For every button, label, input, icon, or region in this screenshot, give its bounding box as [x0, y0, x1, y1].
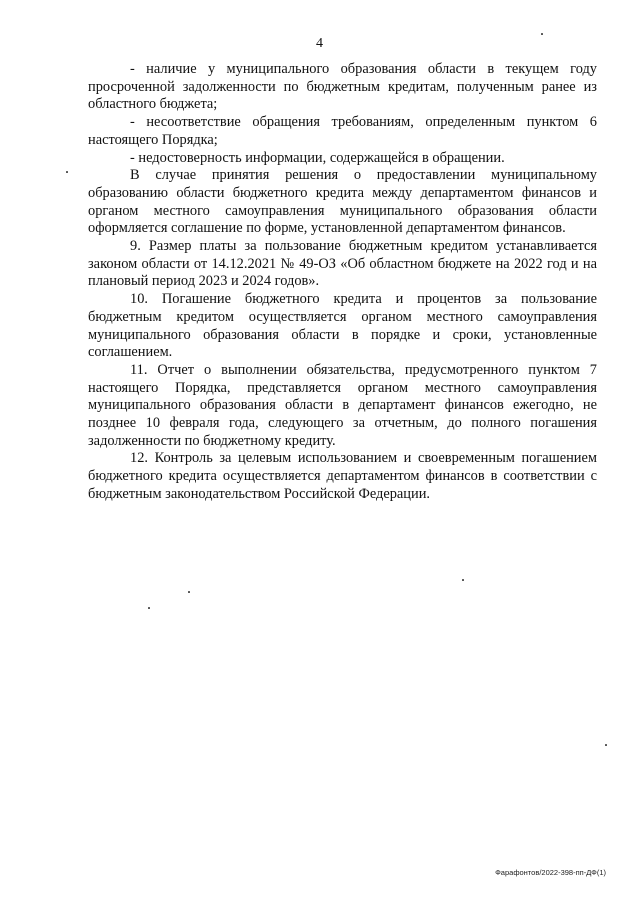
scan-speck [148, 607, 150, 609]
scan-speck [605, 744, 607, 746]
paragraph-list-item-overdue-debt: - наличие у муниципального образования области в текущем году просроченной задолженности по бюджетным кредитам, полученным ранее из областного бюджета; [88, 61, 597, 113]
document-reference-code: Фарафонтов/2022-398-пп-ДФ(1) [495, 868, 606, 877]
scan-speck [66, 171, 68, 173]
paragraph-list-item-noncompliance: - несоответствие обращения требованиям, определенным пунктом 6 настоящего Порядка; [88, 114, 597, 148]
scan-speck [188, 591, 190, 593]
paragraph-clause-9: 9. Размер платы за пользование бюджетным кредитом устанавливается законом области от 14.12.2021 № 49-ОЗ «Об областном бюджете на 2022 год и на плановый период 2023 и 2024 годов». [88, 238, 597, 290]
scan-speck [462, 579, 464, 581]
paragraph-clause-12: 12. Контроль за целевым использованием и своевременным погашением бюджетного кредита осуществляется департаментом финансов в соответствии с бюджетным законодательством Российской Федерации. [88, 450, 597, 502]
page-number: 4 [316, 36, 323, 51]
scan-speck [541, 33, 543, 35]
paragraph-clause-11: 11. Отчет о выполнении обязательства, предусмотренного пунктом 7 настоящего Порядка, представляется органом местного самоуправления муниципального образования области в департамент финансов ежегодно, не позднее 10 февраля года, следующего за отчетным, до полного погашения задолженности по бюджетному кредиту. [88, 361, 597, 449]
document-body [88, 61, 597, 504]
paragraph-list-item-unreliable-info: - недостоверность информации, содержащейся в обращении. [130, 149, 505, 166]
paragraph-clause-10: 10. Погашение бюджетного кредита и процентов за пользование бюджетным кредитом осуществляется органом местного самоуправления муниципального образования области в порядке и сроки, установленные соглашением. [88, 291, 597, 361]
paragraph-agreement: В случае принятия решения о предоставлении муниципальному образованию области бюджетного кредита между департаментом финансов и органом местного самоуправления муниципального образования области оформляется соглашение по форме, установленной департаментом финансов. [88, 167, 597, 237]
